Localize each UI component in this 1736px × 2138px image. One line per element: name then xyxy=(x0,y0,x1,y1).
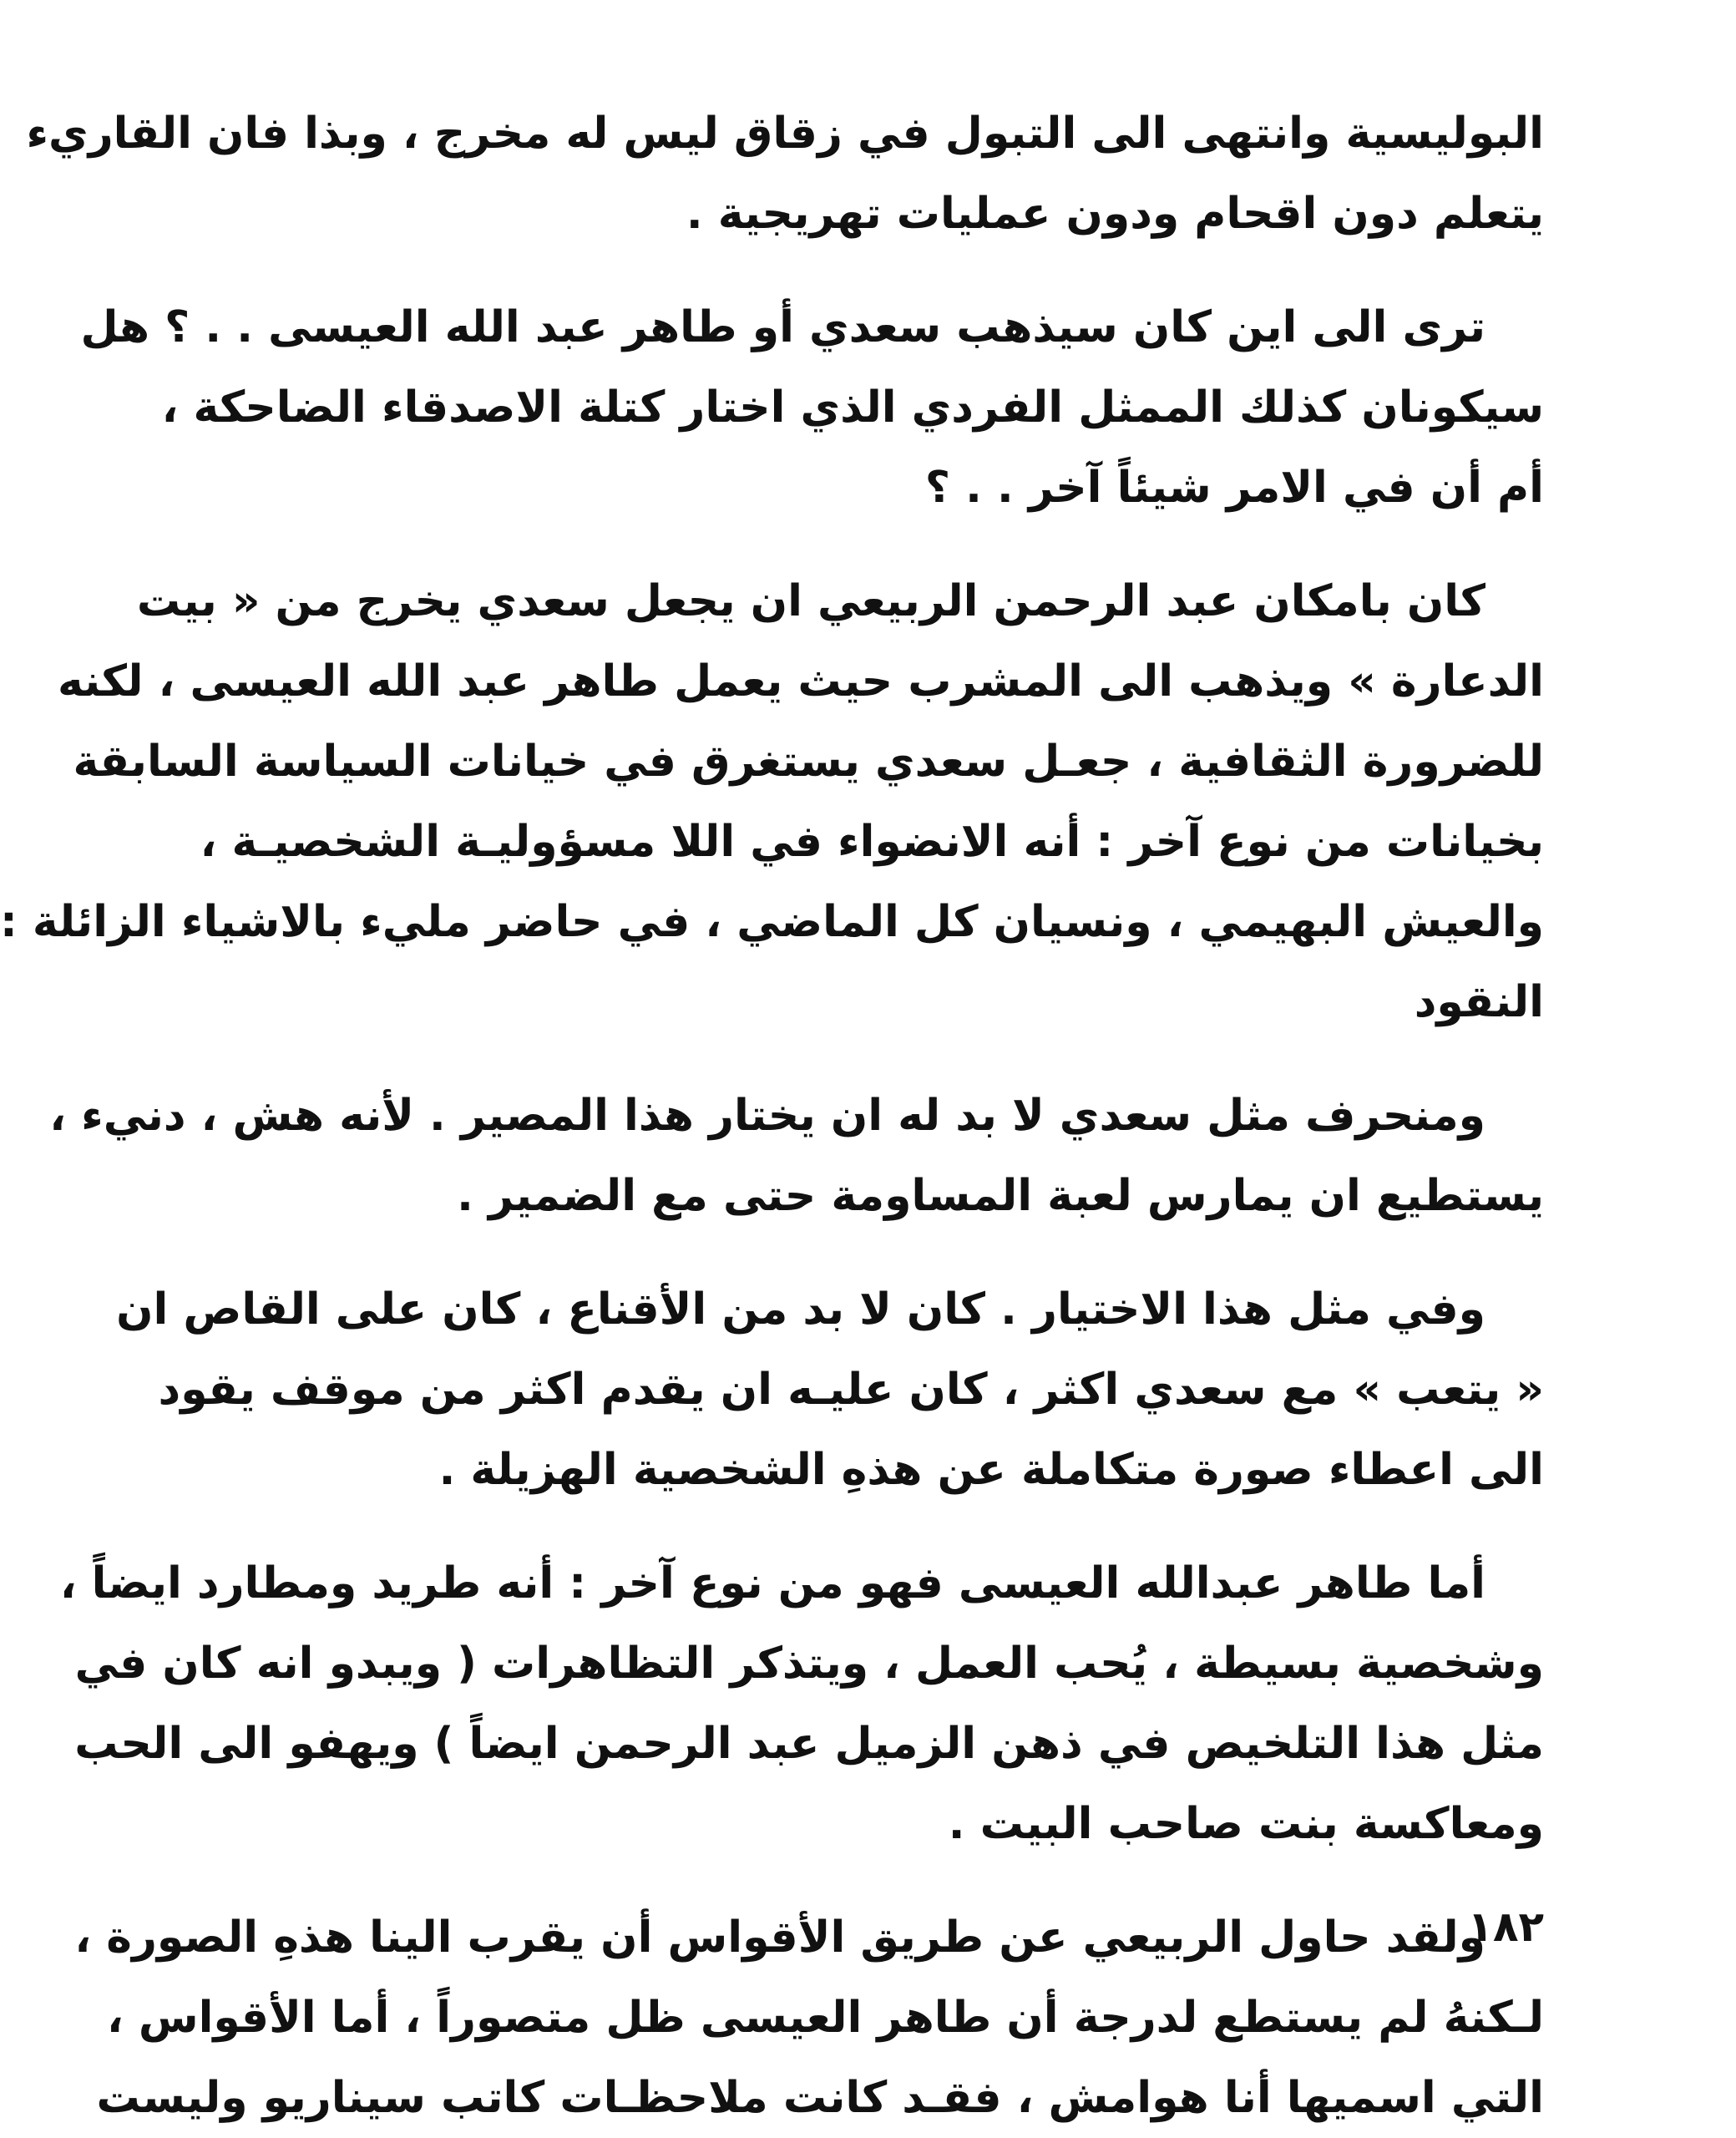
text-line: التي اسميها أنا هوامش ، فقـد كانت ملاحظـات كاتب سيناريو وليست xyxy=(96,2073,1544,2123)
page-body xyxy=(0,94,1544,2138)
text-line: وفي مثل هذا الاختيار . كان لا بد من الأقناع ، كان على القاص ان xyxy=(116,1284,1485,1335)
paragraph-gap xyxy=(425,1236,1544,1269)
text-line: ترى الى اين كان سيذهب سعدي أو طاهر عبد الله العيسى . . ؟ هل xyxy=(80,302,1485,352)
text-line: كان بامكان عبد الرحمن الربيعي ان يجعل سعدي يخرج من « بيت xyxy=(136,576,1485,626)
paragraph xyxy=(74,1897,1544,2138)
paragraph-gap xyxy=(425,1510,1544,1543)
text-line: ومنحرف مثل سعدي لا بد له ان يختار هذا المصير . لأنه هش ، دنيء ، xyxy=(49,1091,1485,1141)
paragraph-gap xyxy=(425,528,1544,561)
text-line: لـكنهُ لم يستطع لدرجة أن طاهر العيسى ظل متصوراً ، أما الأقواس ، xyxy=(106,1993,1544,2043)
paragraph xyxy=(59,1543,1544,1864)
text-line: أم أن في الامر شيئاً آخر . . ؟ xyxy=(924,463,1544,513)
paragraph xyxy=(116,1269,1544,1510)
paragraph xyxy=(26,94,1544,254)
paragraph xyxy=(49,1076,1544,1236)
text-line: أما طاهر عبدالله العيسى فهو من نوع آخر : أنه طريد ومطارد ايضاً ، xyxy=(59,1558,1485,1609)
text-line: البوليسية وانتهى الى التبول في زقاق ليس له مخرج ، وبذا فان القاريء xyxy=(26,109,1544,159)
text-line: ولقد حاول الربيعي عن طريق الأقواس أن يقرب الينا هذهِ الصورة ، xyxy=(74,1913,1485,1963)
text-line: النقود xyxy=(1414,977,1544,1027)
text-line: « يتعب » مع سعدي اكثر ، كان عليـه ان يقدم اكثر من موقف يقود xyxy=(158,1365,1544,1415)
text-line: الى اعطاء صورة متكاملة عن هذهِ الشخصية الهزيلة . xyxy=(438,1445,1544,1495)
paragraph xyxy=(80,287,1544,528)
text-line: سيكونان كذلك الممثل الفردي الذي اختار كتلة الاصدقاء الضاحكة ، xyxy=(161,383,1544,433)
text-line: مثل هذا التلخيص في ذهن الزميل عبد الرحمن ايضاً ) ويهفو الى الحب xyxy=(74,1719,1544,1769)
paragraph-gap xyxy=(425,254,1544,287)
text-line: يتعلم دون اقحام ودون عمليات تهريجية . xyxy=(686,189,1544,239)
text-line: الدعارة » ويذهب الى المشرب حيث يعمل طاهر عبد الله العيسى ، لكنه xyxy=(57,656,1544,707)
text-line: والعيش البهيمي ، ونسيان كل الماضي ، في حاضر مليء بالاشياء الزائلة : xyxy=(0,897,1544,947)
text-line: ومعاكسة بنت صاحب البيت . xyxy=(948,1799,1544,1849)
paragraph-gap xyxy=(425,1864,1544,1897)
text-line: يستطيع ان يمارس لعبة المساومة حتى مع الضمير . xyxy=(457,1171,1544,1221)
paragraph-gap xyxy=(425,1042,1544,1076)
text-line: بخيانات من نوع آخر : أنه الانضواء في اللا مسؤوليـة الشخصيـة ، xyxy=(200,817,1544,867)
text-line: للضرورة الثقافية ، جعـل سعدي يستغرق في خيانات السياسة السابقة xyxy=(73,737,1544,787)
paragraph xyxy=(0,561,1544,1042)
page-number: ١٨٢ xyxy=(1467,1902,1544,1951)
text-line: وشخصية بسيطة ، يُحب العمل ، ويتذكر التظاهرات ( ويبدو انه كان في xyxy=(74,1639,1544,1689)
